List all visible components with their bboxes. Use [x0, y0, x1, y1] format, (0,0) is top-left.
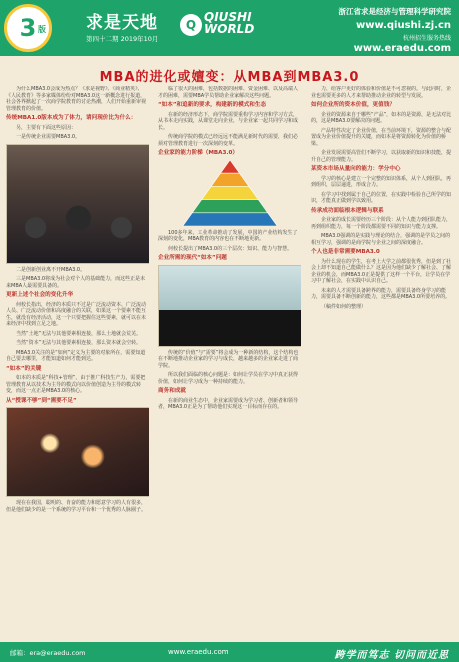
pyramid-level — [182, 212, 276, 225]
paragraph: 企业家的成长需要经历三个阶段：从个人能力到团队能力，再到组织能力，每一个阶段都需要不同的知识与能力支撑。 — [311, 217, 452, 230]
paragraph: 在学习中找到属于自己的位置，在实践中检验自己所学的知识，才能真正做到学以致用。 — [311, 191, 452, 204]
section-heading: “如本”的关键 — [6, 365, 42, 372]
section-heading: 更新上述个社会的变化升华 — [6, 292, 74, 298]
paragraph: 学习的核心是建立一个完整的知识体系，从个人到团队，再到组织，层层递进，形成合力。 — [311, 175, 452, 188]
paragraph: 企业的资源来自于哪些“产品”，如本的是资源，是无法对比的，这是MBA3.0要解决的问题。 — [311, 111, 452, 124]
pyramid-level — [201, 186, 258, 199]
footer-email-link[interactable]: 邮箱：era@eraedu.com — [10, 649, 86, 657]
paragraph: （稿件如何的整理） — [321, 303, 367, 310]
paragraph: 当然“资本”无法与其他要素相连接，那么资本就会空转。 — [16, 340, 142, 346]
logo-line2: WORLD — [204, 22, 255, 36]
section-heading: 传承成功面临根本逻辑与联系 — [311, 207, 384, 214]
section-heading: “如本”和追新的要求，构建新的模式和生态 — [158, 102, 267, 108]
paragraph: 为什么现在的学生，在考上大学之前都很优秀，但是到了社会上却不知道自己能做什么？这是因为他们缺少了解社会、了解企业的机会，而MBA3.0正是提供了这样一个平台，让学员在学习中了解社会，在实践中认识自己。 — [311, 258, 452, 284]
paragraph: 100多年来，工业革命推动了发展，中国的产业结构发生了深刻的变化，MBA教育的内容也在不断地更新。 — [158, 229, 298, 242]
section-heading: 从“授课不够”到“需要不足” — [6, 397, 77, 404]
article-photo — [6, 407, 149, 497]
paragraph: 在新的经济形态下，商学院需要重构学习内容和学习方式，从书本走向实践，从课堂走向企业，与企业家一起共同学习和成长。 — [158, 111, 299, 131]
edition-number: 3 — [19, 14, 37, 42]
section-heading: 传统MBA1.0版本成为了体力，请问现价比为什么： — [6, 115, 137, 121]
section-heading: 个人也是非常需要MBA3.0 — [311, 249, 380, 255]
qiushi-logo-icon: Q — [180, 14, 202, 36]
paragraph: 传统商学院的模式已经远远不能满足新时代的需要，我们必须对管理教育进行一次深刻的变革。 — [158, 134, 299, 147]
paragraph: 企业发展需要高管们不断学习，以获取新的知识和技能，提升自己的管理能力。 — [311, 150, 452, 163]
paragraph: 所以我们面临的核心问题是：如何让学员在学习中真正获得价值，如何让学习成为一种持续的能力。 — [158, 372, 299, 385]
pyramid-level — [211, 173, 249, 186]
paragraph: 三是MBA3.0将成为社会对个人的基础能力，而这些正是未来MBA人最需要具备的。 — [6, 276, 146, 289]
paragraph: 在新的商业生态中，企业家需要成为学习者、创新者和领导者，MBA3.0正是为了帮助他们实现这一目标而存在的。 — [158, 397, 299, 410]
paragraph: 一是传统企业需要MBA3.0。 — [16, 134, 81, 140]
article-column-1 — [6, 86, 149, 636]
header-contact — [339, 6, 452, 54]
paragraph: 产品特性决定了企业价值，在当前环境下，资源的整合与配置成为企业价值提升的关键，而如本是将资源转化为价值的桥梁。 — [311, 127, 452, 147]
paragraph: 未来的人才需要具备跨界的能力，需要具备终身学习的能力，需要具备不断创新的能力，这些都是MBA3.0所要培养的。 — [311, 287, 451, 300]
paragraph: 二是创新创业离不开MBA3.0。 — [16, 266, 86, 273]
paragraph: 现在在我国，聪明的、肯奋的能力和愿意学习的人有很多，但是他们缺少的是一个系统的学习平台和一个优秀的人脉圈子。 — [6, 500, 147, 513]
hotline-label: 杭州招生服务热线 — [402, 35, 451, 42]
paragraph: 力，给客户更好的体验和价值是不可忽视的。与此同时，企业也需要更多的人才来帮助推动企业的转型与发展。 — [311, 86, 452, 99]
capability-pyramid-diagram — [182, 160, 278, 226]
paragraph: MBA3.0关注的是“如何”定义为主要的对象所在，需要知道自己要去哪里，才能知道如何才能到达。 — [6, 349, 146, 362]
article-title: MBA的进化或嬗变：从MBA到MBA3.0 — [99, 70, 360, 85]
pyramid-level — [192, 199, 267, 212]
paragraph: MBA3.0强调的是实践与理论的结合，强调的是学员之间的相互学习，强调的是商学院与企业之间的深度融合。 — [311, 233, 451, 246]
edition-unit: 版 — [38, 25, 46, 34]
paragraph: 另，主要有下面这些原因： — [16, 124, 77, 131]
primary-url-link[interactable]: www.qiushi.zj.cn — [356, 20, 451, 31]
issue-info: 第四十二期 2019年10月 — [86, 35, 159, 43]
section-heading: 企业家的能力阶梯（MBA3.0） — [158, 150, 239, 156]
footer-motto: 跨学而笃志 切问而近思 — [334, 650, 449, 661]
article-photo — [158, 265, 301, 347]
paragraph: 临了很大的困难，包括数据的困难、资金困难、以及高端人才的困难，需要MBA学员帮助企业家解决这些问题。 — [158, 86, 299, 99]
article-column-2 — [158, 86, 301, 636]
paragraph: 传统的“价值”与“需要”将会成为一种新的结构，这个结构也在不断地推动企业家的学习与成长，越来越多的企业家走进了商学院。 — [158, 349, 299, 369]
footer-web-link[interactable]: www.eraedu.com — [168, 648, 229, 656]
section-heading: 商务和成就 — [158, 388, 186, 394]
logo-line1: QIUSHI — [204, 10, 252, 24]
paragraph: 何校长提出了MBA3.0的三个层次：知识、能力与智慧。 — [168, 245, 293, 252]
paper-name: 求是天地 — [86, 13, 158, 33]
section-heading: 如何企业所的资本价值，更值钱？ — [311, 102, 395, 108]
sponsor-name: 浙江省求是经济与管理科学研究院 — [338, 7, 451, 16]
paragraph: 当然“土地”无法与其他要素相连接，那么土地就会荒芜。 — [16, 330, 142, 337]
logo-text — [204, 11, 254, 35]
paragraph: 如本的本质是“科技+管理”，由于推广科技生产力，需要把管理教育从以技术为主导的模式向以价值创造为主导的模式转变，而这一点正是MBA3.0的核心。 — [6, 375, 146, 394]
secondary-url-link[interactable]: www.eraedu.com — [353, 43, 451, 54]
pyramid-level — [220, 160, 239, 173]
section-heading: 企业所需的现代“如本”问题 — [158, 255, 227, 261]
edition-badge — [4, 4, 52, 52]
paragraph: 为什么MBA3.0会成为热点？《求是视野》、《商业精英》、《人民教育》等多家媒体纷纷对MBA3.0这一新概念进行报道，社会各界掀起了一次商学院教育的讨论热潮，人们开始重新审视管理教育的价值。 — [6, 86, 147, 112]
article-column-3 — [311, 86, 454, 636]
masthead — [0, 0, 459, 56]
paragraph: 何校长指出，经济的本质只不过是广泛流动资本、广泛流动人员、广泛流动价值和高度融合的关联，如果这一个要素不能互生，就没有经济活动，这一个只要把握住这些要素，就可以在未来经济中找到立足之地。 — [6, 301, 147, 327]
article-photo — [6, 144, 149, 264]
footer-bar — [0, 642, 459, 662]
section-heading: 某资本市场从量向的能力：学分中心 — [311, 166, 401, 172]
